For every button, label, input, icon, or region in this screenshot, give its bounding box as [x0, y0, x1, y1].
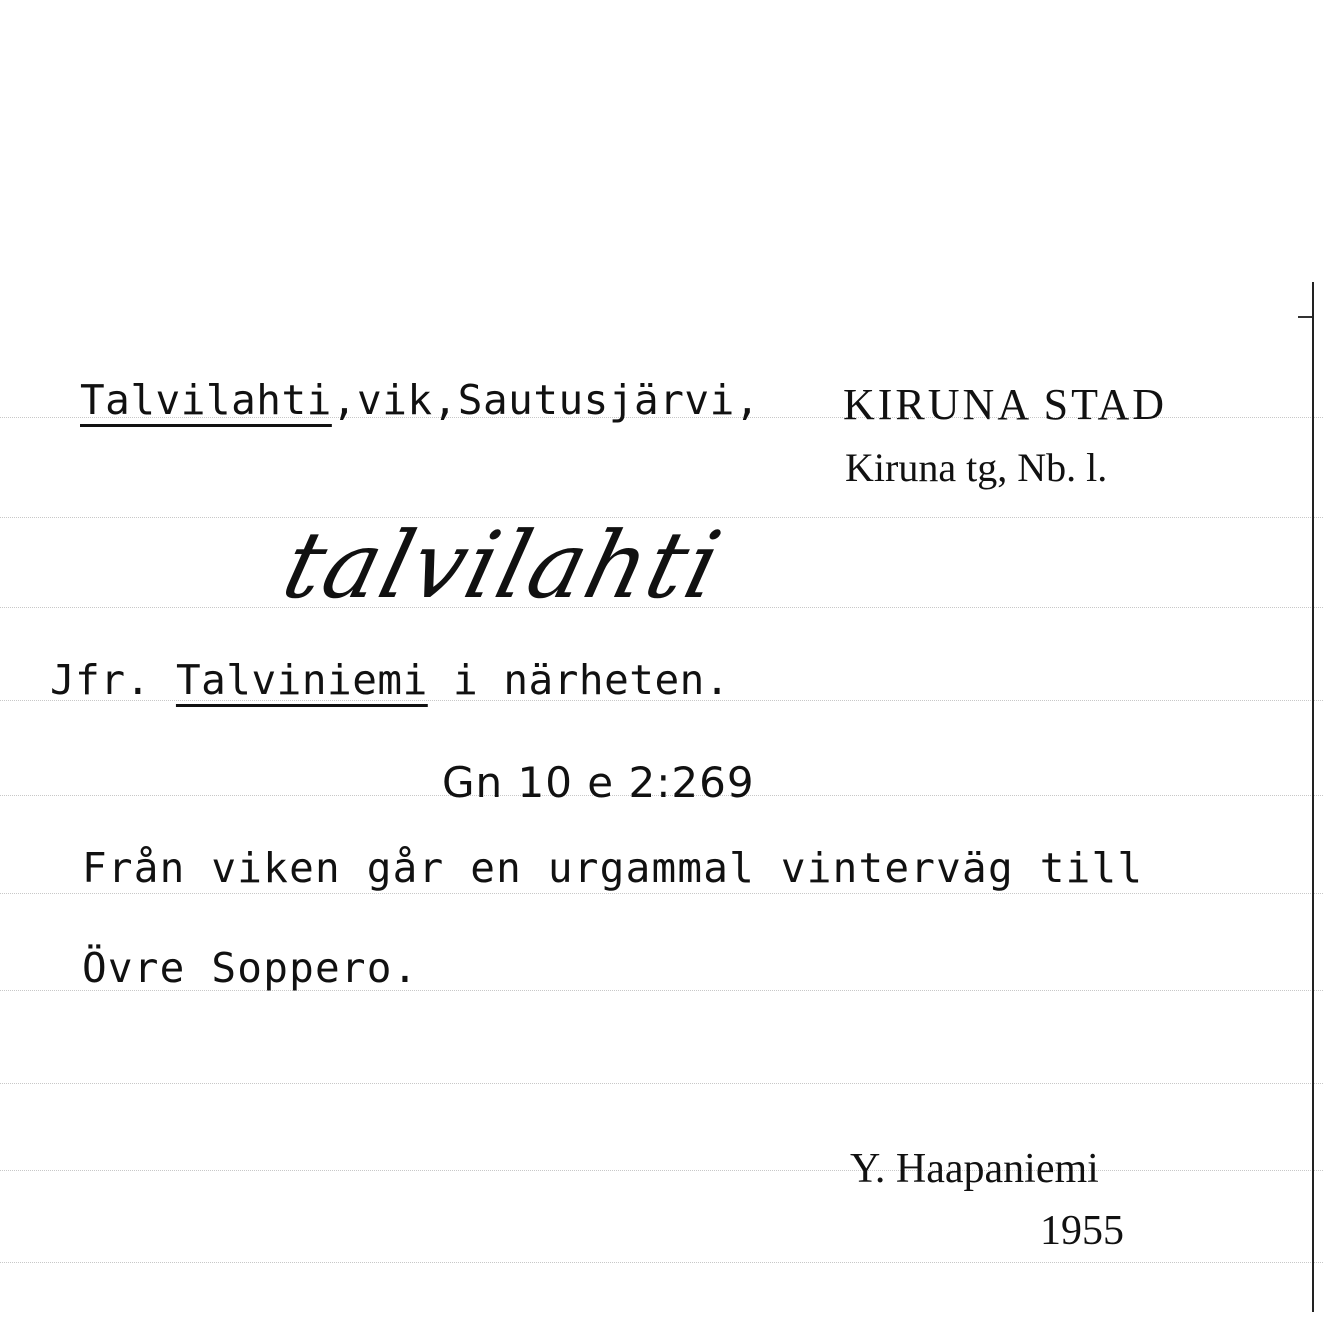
- ruling-line: [0, 1262, 1323, 1263]
- ruling-line: [0, 1083, 1323, 1084]
- reference-line: [50, 656, 730, 704]
- reference-suffix: i närheten.: [452, 656, 730, 704]
- reference-name: Talviniemi: [175, 656, 428, 704]
- collector-name: Y. Haapaniemi: [850, 1146, 1099, 1192]
- source-reference: Gn 10 e 2:269: [442, 758, 755, 807]
- card-edge-tick: [1298, 316, 1312, 318]
- description-line-2: Övre Soppero.: [82, 944, 419, 992]
- entry-name: Talvilahti: [80, 376, 332, 424]
- card-edge: [1312, 282, 1314, 1312]
- ruling-line: [0, 1170, 1323, 1171]
- municipality-stamp: KIRUNA STAD: [843, 380, 1168, 429]
- entry-type-location: ,vik,Sautusjärvi,: [331, 376, 760, 424]
- parish-stamp: Kiruna tg, Nb. l.: [845, 445, 1108, 490]
- handwritten-form: talvilahti: [273, 512, 733, 619]
- reference-prefix: Jfr.: [50, 656, 151, 704]
- description-line-1: Från viken går en urgammal vinterväg till: [82, 844, 1144, 892]
- ruling-line: [0, 893, 1323, 894]
- entry-heading: [80, 376, 760, 424]
- collection-year: 1955: [1040, 1208, 1124, 1254]
